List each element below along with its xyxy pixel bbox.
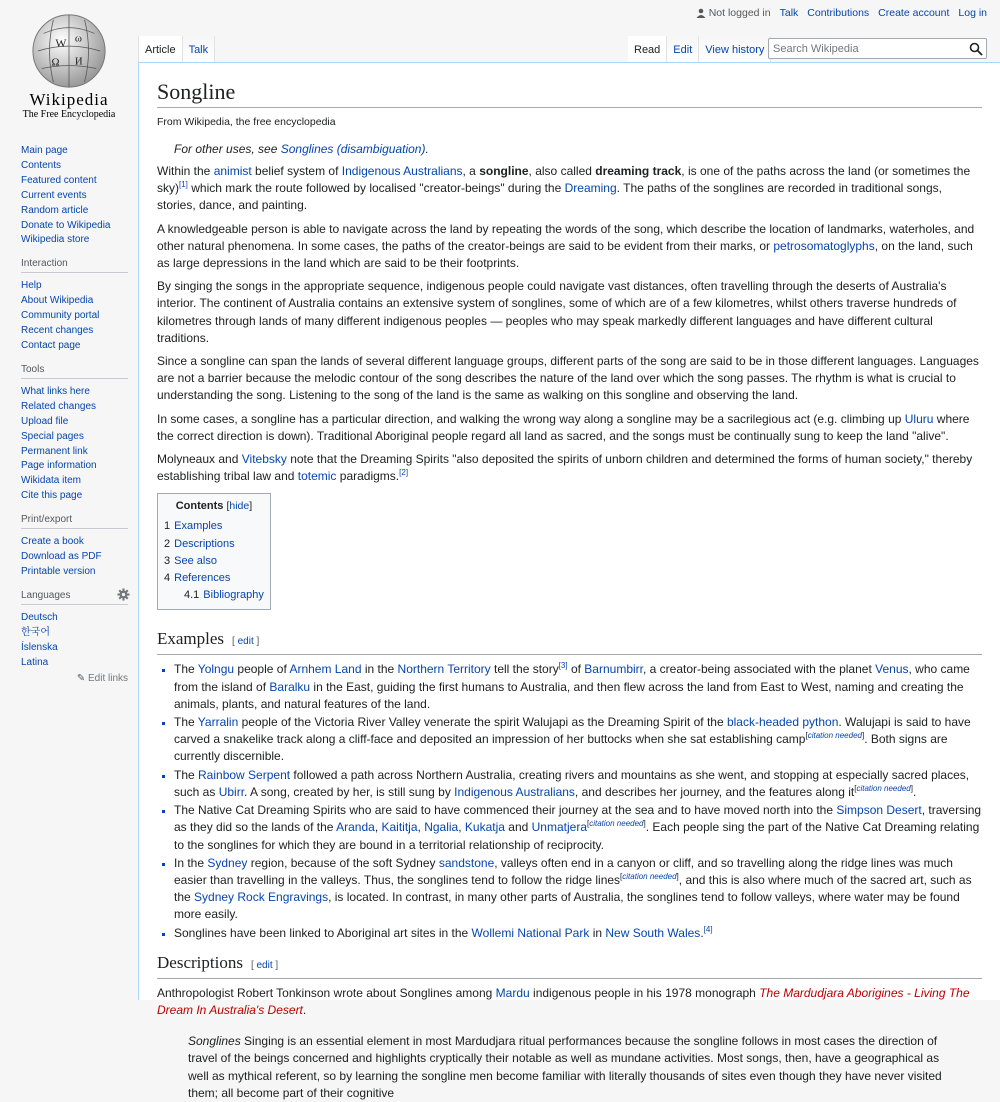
link-black-headed-python[interactable]: black-headed python bbox=[726, 715, 839, 730]
descriptions-heading-label: Descriptions bbox=[157, 952, 243, 972]
link-ngalia[interactable]: Ngalia bbox=[424, 820, 459, 835]
page-title: Songline bbox=[157, 77, 982, 108]
examples-heading bbox=[157, 628, 982, 655]
language-islenska[interactable]: Íslenska bbox=[21, 641, 58, 653]
lead-paragraph-1: Within the animist belief system of Indigenous Australians, a songline, also called dreaming track, is one of the paths across the land (or sometimes the sky)[1] which mark the route followed by localised "creator-beings" during the Dreaming. The paths of the songlines are recorded in traditional songs, stories, dance, and painting. bbox=[157, 164, 971, 213]
tab-talk[interactable]: Talk bbox=[183, 36, 216, 62]
toc-number: 2 bbox=[164, 537, 171, 550]
toc-label[interactable]: References bbox=[174, 572, 231, 585]
link-dreaming[interactable]: Dreaming bbox=[564, 181, 617, 196]
edit-section-link[interactable]: edit bbox=[256, 959, 273, 971]
sidebar-item-contents[interactable]: Contents bbox=[21, 159, 62, 171]
link-kukatja[interactable]: Kukatja bbox=[464, 820, 505, 835]
toc-number: 1 bbox=[164, 520, 171, 533]
search-icon[interactable] bbox=[969, 42, 983, 56]
toc-label[interactable]: See also bbox=[174, 554, 217, 567]
site-subtitle: From Wikipedia, the free encyclopedia bbox=[157, 116, 336, 128]
toc-label[interactable]: Examples bbox=[174, 520, 223, 533]
sidebar-item-cite-this-page[interactable]: Cite this page bbox=[21, 490, 83, 502]
tools-heading: Tools bbox=[21, 364, 128, 379]
link-kaititja[interactable]: Kaititja bbox=[381, 820, 418, 835]
toc-hide-toggle[interactable]: [hide] bbox=[226, 500, 253, 513]
link-totemic[interactable]: totemic bbox=[297, 469, 337, 484]
contributions-link[interactable]: Contributions bbox=[807, 7, 870, 19]
print-portal bbox=[21, 514, 128, 580]
sidebar-item-store[interactable]: Wikipedia store bbox=[21, 234, 90, 246]
link-barnumbirr[interactable]: Barnumbirr bbox=[584, 662, 643, 677]
citation-2[interactable]: [2] bbox=[399, 468, 409, 478]
svg-text:И: И bbox=[74, 55, 83, 68]
sidebar-item-community-portal[interactable]: Community portal bbox=[21, 310, 100, 322]
link-petrosomatoglyphs[interactable]: petrosomatoglyphs bbox=[773, 238, 875, 253]
language-latina[interactable]: Latina bbox=[21, 656, 49, 668]
list-item: ▪ In the Sydney region, because of the soft Sydney sandstone, valleys often end in a canyon or cliff, and so travelling along the ridge lines was much easier than travelling in the valleys. Thus, the songlines tend to follow the ridge lines[citation needed], and this is also where much of the sacred art, such as the Sydney Rock Engravings, is located. In contrast, in many other parts of Australia, the songlines tend to follow valleys, where water may be found more easily. bbox=[174, 855, 982, 924]
toc-label[interactable]: Bibliography bbox=[203, 589, 264, 602]
gear-icon[interactable] bbox=[117, 588, 130, 601]
list-item: ▪ The Yolngu people of Arnhem Land in the Northern Territory tell the story[3] of Barnumbirr, a creator-being associated with the planet Venus, who came from the island of Baralku in the East, guiding the first humans to Australia, and then flew across the land from East to West, naming and creating the animals, plants, and natural features of the land. bbox=[174, 661, 982, 713]
sidebar-item-about[interactable]: About Wikipedia bbox=[21, 295, 94, 307]
view-tabs bbox=[628, 36, 771, 62]
link-mardu[interactable]: Mardu bbox=[495, 985, 530, 1000]
not-logged-in bbox=[696, 7, 771, 19]
citation-1[interactable]: [1] bbox=[179, 180, 188, 190]
citation-needed-link[interactable]: citation needed bbox=[807, 731, 862, 741]
tab-edit[interactable]: Edit bbox=[667, 36, 699, 62]
examples-heading-label: Examples bbox=[157, 629, 225, 649]
link-venus[interactable]: Venus bbox=[875, 662, 909, 677]
sidebar-item-download-pdf[interactable]: Download as PDF bbox=[21, 551, 102, 563]
interaction-heading: Interaction bbox=[21, 258, 128, 273]
sidebar-item-page-information[interactable]: Page information bbox=[21, 460, 97, 472]
language-deutsch[interactable]: Deutsch bbox=[21, 611, 58, 623]
section-edit[interactable]: [ edit ] bbox=[232, 636, 260, 648]
link-animist[interactable]: animist bbox=[213, 164, 252, 178]
language-korean[interactable]: 한국어 bbox=[21, 626, 50, 638]
personal-tools bbox=[696, 7, 987, 19]
link-mardudjara-aborigines[interactable]: The Mardudjara Aborigines - Living The Dream In Australia's Desert bbox=[157, 985, 970, 1017]
sidebar-item-donate[interactable]: Donate to Wikipedia bbox=[21, 219, 111, 231]
languages-portal bbox=[21, 590, 128, 685]
sidebar-item-recent-changes[interactable]: Recent changes bbox=[21, 325, 94, 337]
section-edit[interactable]: [ edit ] bbox=[250, 959, 279, 971]
edit-links-label[interactable]: Edit links bbox=[87, 673, 128, 685]
link-ubirr[interactable]: Ubirr bbox=[218, 784, 245, 799]
svg-text:ω: ω bbox=[74, 32, 82, 45]
examples-list bbox=[157, 661, 982, 941]
tools-portal bbox=[21, 364, 128, 504]
citation-4[interactable]: [4] bbox=[703, 924, 713, 934]
user-icon bbox=[696, 8, 706, 18]
link-vitebsky[interactable]: Vitebsky bbox=[241, 452, 287, 467]
edit-links[interactable] bbox=[21, 673, 128, 684]
wikipedia-globe-icon bbox=[30, 12, 108, 90]
languages-heading bbox=[21, 590, 128, 605]
svg-text:W: W bbox=[55, 37, 67, 51]
not-logged-in-label: Not logged in bbox=[708, 7, 771, 19]
search-input[interactable] bbox=[769, 40, 959, 59]
link-indigenous-australians-2[interactable]: Indigenous Australians bbox=[454, 784, 575, 799]
languages-heading-label: Languages bbox=[21, 589, 71, 601]
sidebar-item-featured-content[interactable]: Featured content bbox=[21, 174, 97, 186]
link-aranda[interactable]: Aranda bbox=[336, 820, 375, 835]
sidebar-item-current-events[interactable]: Current events bbox=[21, 189, 87, 201]
pencil-icon: ✎ bbox=[76, 673, 86, 685]
sidebar-item-main-page[interactable]: Main page bbox=[21, 145, 68, 156]
toc-item[interactable] bbox=[164, 553, 264, 570]
table-of-contents bbox=[157, 493, 271, 610]
link-wollemi-national-park[interactable]: Wollemi National Park bbox=[471, 925, 590, 940]
sidebar-item-create-book[interactable]: Create a book bbox=[21, 536, 84, 548]
citation-needed-link[interactable]: citation needed bbox=[589, 819, 644, 829]
print-heading: Print/export bbox=[21, 514, 128, 529]
toc-subitem[interactable] bbox=[164, 587, 264, 604]
link-simpson-desert[interactable]: Simpson Desert bbox=[836, 803, 922, 818]
tab-view-history[interactable]: View history bbox=[699, 36, 771, 62]
citation-needed-link[interactable]: citation needed bbox=[622, 871, 677, 881]
tab-article[interactable]: Article bbox=[138, 36, 183, 62]
lead-paragraph-4: Since a songline can span the lands of several different language groups, different parts of the song are said to be in those different languages. Languages are not a barrier because the melodic contour of the song describes the nature of the land over which the song passes. The rhythm is what is crucial to understanding the song. Listening to the song of the land is the same as walking on this songline and observing the land. bbox=[157, 354, 979, 403]
descriptions-paragraph: Anthropologist Robert Tonkinson wrote about Songlines among Mardu indigenous people in his 1978 monograph The Mardudjara Aborigines - Living The Dream In Australia's Desert. bbox=[157, 985, 970, 1017]
toc-label[interactable]: Descriptions bbox=[174, 537, 235, 550]
logo-tagline: The Free Encyclopedia bbox=[22, 109, 116, 120]
link-yolngu[interactable]: Yolngu bbox=[197, 662, 235, 677]
toc-item[interactable] bbox=[164, 536, 264, 553]
list-item: ▪ The Yarralin people of the Victoria River Valley venerate the spirit Walujapi as the Dreaming Spirit of the black-headed python. Walujapi is said to have carved a snakelike track along a cliff-face and deposited an impression of her buttocks when she sat establishing camp[citation needed]. Both signs are currently discernible. bbox=[174, 714, 982, 766]
interaction-portal bbox=[21, 258, 128, 354]
lead-paragraph-5: In some cases, a songline has a particular direction, and walking the wrong way along a songline may be a sacrilegious act (e.g. climbing up Uluru where the correct direction is down). Traditional Aboriginal people regard all land as sacred, and the songs must be continually sung to keep the land "alive". bbox=[157, 411, 970, 443]
sidebar-item-permanent-link[interactable]: Permanent link bbox=[21, 445, 88, 457]
disambiguation-link[interactable]: Songlines (disambiguation) bbox=[280, 142, 426, 156]
link-yarralin[interactable]: Yarralin bbox=[197, 715, 239, 730]
link-new-south-wales[interactable]: New South Wales bbox=[605, 925, 701, 940]
svg-text:Ω: Ω bbox=[51, 56, 60, 69]
toc-number: 4.1 bbox=[184, 589, 200, 602]
sidebar bbox=[0, 140, 138, 694]
citation-needed-link[interactable]: citation needed bbox=[856, 783, 911, 793]
link-sandstone[interactable]: sandstone bbox=[438, 855, 495, 870]
toc-number: 4 bbox=[164, 572, 171, 585]
sidebar-item-related-changes[interactable]: Related changes bbox=[21, 400, 97, 412]
talk-link[interactable]: Talk bbox=[779, 7, 799, 19]
sidebar-item-special-pages[interactable]: Special pages bbox=[21, 430, 84, 442]
list-item: ▪ The Native Cat Dreaming Spirits who are said to have commenced their journey at the sea and to have moved north into the Simpson Desert, traversing as they did so the lands of the Aranda, Kaititja, Ngalia, Kukatja and Unmatjera[citation needed]. Each people sing the part of the Native Cat Dreaming relating to the songlines for which they are bound in a territorial relationship of reciprocity. bbox=[174, 802, 982, 854]
link-baralku[interactable]: Baralku bbox=[269, 679, 311, 694]
toc-title-label: Contents bbox=[175, 500, 224, 513]
lead-paragraph-6: Molyneaux and Vitebsky note that the Dreaming Spirits "also deposited the spirits of unborn children and determined the forms of human society," thereby establishing tribal law and totemic paradigms.[2] bbox=[157, 452, 973, 484]
toc-hide-link[interactable]: hide bbox=[229, 500, 250, 513]
link-arnhem-land[interactable]: Arnhem Land bbox=[289, 662, 362, 677]
descriptions-heading bbox=[157, 952, 982, 979]
sidebar-item-contact-page[interactable]: Contact page bbox=[21, 339, 81, 351]
block-quote: Songlines Singing is an essential element in most Mardudjara ritual performances because the songline follows in most cases the direction of travel of the beings concerned and highlights cryptically their notable as well as mundane activities. Most songs, then, have a geographical as well as mythical referent, so by learning the songline men become familiar with literally thousands of sites even though they have never visited them; all become part of their cognitive bbox=[188, 1034, 942, 1100]
link-northern-territory[interactable]: Northern Territory bbox=[397, 662, 491, 677]
wordmark: Wikipedia bbox=[29, 90, 109, 109]
wikipedia-logo[interactable] bbox=[0, 0, 138, 140]
sidebar-item-printable-version[interactable]: Printable version bbox=[21, 565, 96, 577]
sidebar-item-help[interactable]: Help bbox=[21, 280, 42, 292]
create-account-link[interactable]: Create account bbox=[878, 7, 950, 19]
link-rainbow-serpent[interactable]: Rainbow Serpent bbox=[198, 767, 291, 782]
link-indigenous-australians[interactable]: Indigenous Australians bbox=[341, 164, 463, 178]
lead-paragraph-3: By singing the songs in the appropriate sequence, indigenous people could navigate vast distances, often travelling through the deserts of Australia's interior. The continent of Australia contains an extensive system of songlines, some of which are of a few kilometres, whilst others traverse hundreds of kilometres through lands of many different indigenous peoples — peoples who may speak markedly different languages and have different cultural traditions. bbox=[157, 279, 957, 345]
sidebar-item-wikidata-item[interactable]: Wikidata item bbox=[21, 475, 82, 487]
link-unmatjera[interactable]: Unmatjera bbox=[531, 820, 587, 835]
citation-3[interactable]: [3] bbox=[558, 661, 568, 671]
lead-paragraph-2: A knowledgeable person is able to navigate across the land by repeating the words of the song, which describe the location of landmarks, waterholes, and other natural phenomena. In some cases, the paths of the creator-beings are said to be evident from their marks, or petrosomatoglyphs, on the land, such as large depressions in the land which are said to be their footprints. bbox=[157, 221, 975, 271]
list-item: ▪ Songlines have been linked to Aboriginal art sites in the Wollemi National Park in New South Wales.[4] bbox=[174, 925, 982, 942]
sidebar-item-what-links-here[interactable]: What links here bbox=[21, 385, 90, 397]
search-box bbox=[768, 38, 987, 59]
toc-number: 3 bbox=[164, 554, 171, 567]
list-item: ▪ The Rainbow Serpent followed a path across Northern Australia, creating rivers and mountains as she went, and stopping at especially sacred places, such as Ubirr. A song, created by her, is still sung by Indigenous Australians, and describes her journey, and the features along it[citation needed]. bbox=[174, 767, 982, 801]
log-in-link[interactable]: Log in bbox=[958, 7, 987, 19]
namespace-tabs bbox=[138, 36, 215, 62]
hatnote: For other uses, see Songlines (disambiguation). bbox=[174, 142, 429, 156]
toc-item[interactable] bbox=[164, 570, 264, 587]
article-content bbox=[138, 62, 1000, 1100]
link-uluru[interactable]: Uluru bbox=[904, 411, 934, 426]
sidebar-item-random-article[interactable]: Random article bbox=[21, 204, 89, 216]
hatnote-prefix: For other uses, see bbox=[174, 142, 281, 156]
navigation-portal bbox=[21, 144, 128, 248]
toc-title bbox=[164, 500, 264, 512]
sidebar-item-upload-file[interactable]: Upload file bbox=[21, 415, 69, 427]
link-sydney[interactable]: Sydney bbox=[207, 855, 248, 870]
tab-read[interactable]: Read bbox=[628, 36, 667, 62]
link-sydney-rock-engravings[interactable]: Sydney Rock Engravings bbox=[194, 890, 329, 905]
edit-section-link[interactable]: edit bbox=[237, 636, 254, 648]
toc-item[interactable] bbox=[164, 518, 264, 535]
